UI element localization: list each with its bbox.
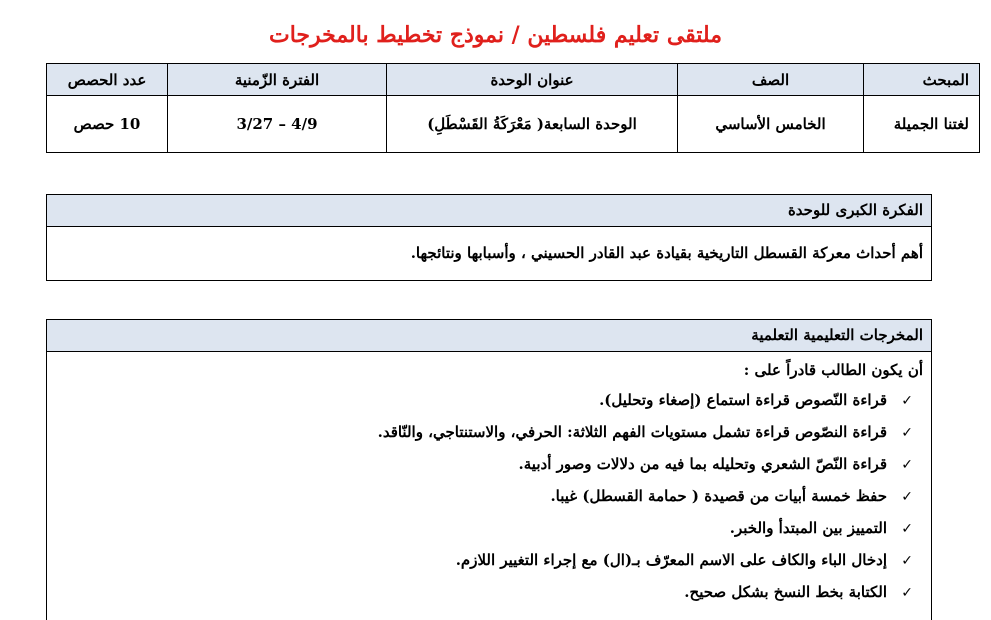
outcomes-box — [46, 319, 932, 620]
check-icon: ✓ — [901, 585, 913, 601]
check-icon: ✓ — [901, 553, 913, 569]
outcome-text: قراءة النصّوص قراءة تشمل مستويات الفهم الثلاثة: الحرفي، والاستنتاجي، والنّاقد. — [377, 423, 887, 441]
list-item — [55, 512, 913, 544]
header-period: الفترة الزّمنية — [168, 64, 387, 96]
value-count: 10 حصص — [47, 96, 168, 153]
value-grade: الخامس الأساسي — [678, 96, 864, 153]
check-icon: ✓ — [901, 489, 913, 505]
header-unit: عنوان الوحدة — [387, 64, 678, 96]
outcomes-heading: المخرجات التعليمية التعلمية — [47, 320, 931, 352]
list-item — [55, 416, 913, 448]
big-idea-text: أهم أحداث معركة القسطل التاريخية بقيادة عبد القادر الحسيني ، وأسبابها ونتائجها. — [410, 244, 923, 262]
value-unit: الوحدة السابعة( مَعْرَكَةُ القَسْطَلِ) — [387, 96, 678, 153]
info-value-row — [47, 96, 980, 153]
outcome-text: قراءة النّصّ الشعري وتحليله بما فيه من دلالات وصور أدبية. — [518, 455, 887, 473]
outcome-text: قراءة النّصوص قراءة استماع (إصغاء وتحليل). — [599, 391, 887, 409]
value-period: 3/27 – 4/9 — [168, 96, 387, 153]
list-item — [55, 384, 913, 416]
check-icon: ✓ — [901, 425, 913, 441]
list-item — [55, 480, 913, 512]
list-item — [55, 544, 913, 576]
big-idea-heading: الفكرة الكبرى للوحدة — [47, 195, 931, 227]
outcomes-list — [55, 384, 923, 608]
outcome-text: التمييز بين المبتدأ والخبر. — [729, 519, 887, 537]
big-idea-box — [46, 194, 932, 281]
outcome-text: حفظ خمسة أبيات من قصيدة ( حمامة القسطل) غيبا. — [550, 487, 887, 505]
outcomes-intro: أن يكون الطالب قادراً على : — [743, 361, 923, 379]
list-item — [55, 448, 913, 480]
list-item — [55, 576, 913, 608]
header-count: عدد الحصص — [47, 64, 168, 96]
outcomes-body — [47, 352, 931, 608]
check-icon: ✓ — [901, 393, 913, 409]
header-subject: المبحث — [864, 64, 980, 96]
check-icon: ✓ — [901, 457, 913, 473]
outcome-text: إدخال الباء والكاف على الاسم المعرّف بـ(ال) مع إجراء التغيير اللازم. — [455, 551, 887, 569]
info-header-row — [47, 64, 980, 96]
outcome-text: الكتابة بخط النسخ بشكل صحيح. — [684, 583, 887, 601]
header-grade: الصف — [678, 64, 864, 96]
check-icon: ✓ — [901, 521, 913, 537]
unit-info-table — [46, 63, 980, 153]
document-title: ملتقى تعليم فلسطين / نموذج تخطيط بالمخرجات — [268, 22, 723, 48]
value-subject: لغتنا الجميلة — [864, 96, 980, 153]
